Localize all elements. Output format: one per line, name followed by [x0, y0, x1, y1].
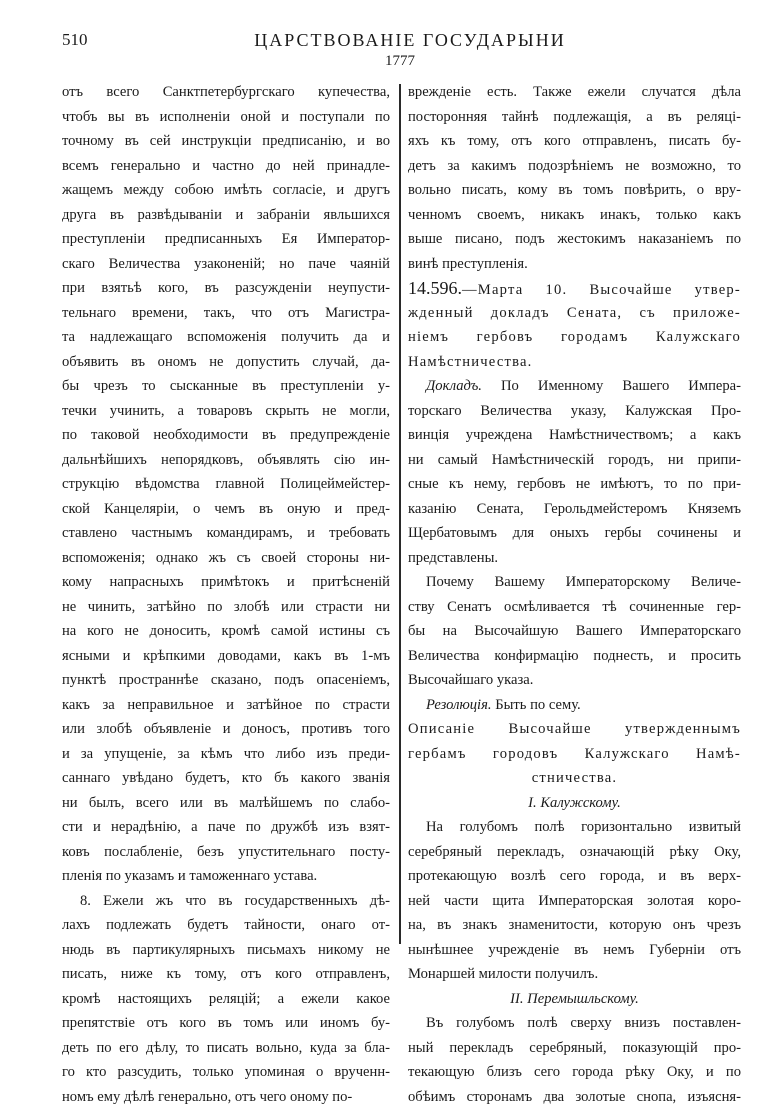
text-line: струкцію вѣдомства главной Полицеймейстер- — [62, 472, 390, 497]
year-heading: 1777 — [340, 53, 460, 70]
text-line: при взятьѣ кого, въ разсужденіи неупусти- — [62, 276, 390, 301]
text-line: друга въ развѣдываніи и забраніи явльшихся — [62, 203, 390, 228]
report-line: казанію Сената, Герольдмейстеромъ Княземъ — [408, 497, 741, 522]
report-label: Докладъ. — [426, 378, 482, 394]
page-number: 510 — [62, 30, 88, 50]
report-line: представлены. — [408, 546, 741, 571]
text-line: вспоможенія; однако жъ съ своей стороны ни- — [62, 546, 390, 571]
text-line: препятствіе отъ кого въ томъ или иномъ бу- — [62, 1011, 390, 1036]
text-line: не чинить, затѣйно по злобѣ или страсти ни — [62, 595, 390, 620]
text-line: или злобѣ объявленіе и доносъ, противъ того — [62, 717, 390, 742]
text-line: какъ за неправильное и затѣйное по страсти — [62, 693, 390, 718]
text-line: по таковой необходимости въ предупрежденіе — [62, 423, 390, 448]
text-line: лахъ подлежать будетъ тайности, онаго от- — [62, 913, 390, 938]
text-line: нюдь въ партикулярныхъ письмахъ никому не — [62, 938, 390, 963]
text-line: ченномъ своемъ, никакъ инакъ, только какъ — [408, 203, 741, 228]
text-line: пленія по указамъ и таможеннаго устава. — [62, 864, 390, 889]
text-line: отъ всего Санктпетербургскаго купечества, — [62, 80, 390, 105]
report-body-2 — [408, 570, 741, 693]
text-line: скаго Величества узаконеній; но паче чаяній — [62, 252, 390, 277]
text-line: 8. Ежели жъ что въ государственныхъ дѣ- — [62, 889, 390, 914]
report-line: Почему Вашему Императорскому Величе- — [408, 570, 741, 595]
report-line: ству Сенатъ осмѣливается тѣ сочиненные гер- — [408, 595, 741, 620]
entry-number: 14.596. — [408, 278, 462, 298]
text-line: чтобъ вы въ исполненіи оной и поступали по — [62, 105, 390, 130]
text-line: кому напрасныхъ примѣтокъ и притѣсненій — [62, 570, 390, 595]
text-line: ни былъ, всего или въ малѣйшемъ по слабо- — [62, 791, 390, 816]
report-line: бы на Высочайшую Вашего Императорскаго — [408, 619, 741, 644]
resolution-line — [408, 693, 741, 718]
text-line: деть по его дѣлу, то писать вольно, куда за бла- — [62, 1036, 390, 1061]
description-heading-line: стничества. — [408, 766, 741, 791]
text-line: саннаго увѣдано будетъ, кто бъ какого званія — [62, 766, 390, 791]
text-line: дальнѣйшихъ непорядковъ, объявлять сію ин- — [62, 448, 390, 473]
description-heading-line: гербамъ городовъ Калужскаго Намѣ- — [408, 742, 741, 767]
report-line: Щербатовымъ для оныхъ гербы сочинены и — [408, 521, 741, 546]
entry-heading-text: —Марта 10. Высочайше утвер- — [462, 282, 741, 298]
text-line: го кто разсудить, только упоминая о врученн- — [62, 1060, 390, 1085]
arms-line: ней части щита Императорская золотая коро- — [408, 889, 741, 914]
running-title: ЦАРСТВОВАНІЕ ГОСУДАРЫНИ — [200, 30, 620, 51]
report-line: Высочайшаго указа. — [408, 668, 741, 693]
entry-heading-line: ніемъ гербовъ городамъ Калужскаго — [408, 325, 741, 350]
resolution-label: Резолюція. — [426, 697, 492, 713]
text-line: сти и нерадѣнію, а паче по дружбѣ изъ взят- — [62, 815, 390, 840]
right-column — [408, 80, 741, 1109]
text-line: течки учинить, а товаровъ скрыть не могли, — [62, 399, 390, 424]
report-line: Величества конфирмацію поднесть, и просить — [408, 644, 741, 669]
continuation-text — [408, 80, 741, 276]
text-line: объявить въ ономъ не допустить случай, да- — [62, 350, 390, 375]
arms-title: I. Калужскому. — [408, 791, 741, 816]
text-line: и за упущеніе, за кѣмъ что либо изъ преди- — [62, 742, 390, 767]
text-line: винѣ преступленія. — [408, 252, 741, 277]
text-line: бы чрезъ то сысканные въ преступленіи у- — [62, 374, 390, 399]
report-line: ни самый Намѣстническій городъ, ни припи- — [408, 448, 741, 473]
arms-line: Въ голубомъ полѣ сверху внизъ поставлен- — [408, 1011, 741, 1036]
description-heading-line: Описаніе Высочайше утвержденнымъ — [408, 717, 741, 742]
arms-title: II. Перемышльскому. — [408, 987, 741, 1012]
text-line: ской Канцеляріи, о чемъ въ оную и пред- — [62, 497, 390, 522]
text-line: жащемъ между собою имѣть согласіе, и другъ — [62, 178, 390, 203]
arms-2-body — [408, 1011, 741, 1109]
text-line: точному въ сей инструкціи предписанію, и во — [62, 129, 390, 154]
left-column — [62, 80, 390, 1109]
text-line: врежденіе есть. Также ежели случатся дѣла — [408, 80, 741, 105]
arms-line: серебряный перекладъ, означающій рѣку Оку, — [408, 840, 741, 865]
report-line: винція учреждена Намѣстничествомъ; а какъ — [408, 423, 741, 448]
text-line: пунктѣ пространнѣе сказано, подъ опасеніемъ, — [62, 668, 390, 693]
text-line: ковъ послабленіе, безъ упустительнаго посту- — [62, 840, 390, 865]
text-line: всемъ генерально и частно до ней принадле- — [62, 154, 390, 179]
resolution-text: Быть по сему. — [495, 697, 580, 713]
entry-heading-line: жденный докладъ Сената, съ приложе- — [408, 301, 741, 326]
column-divider — [399, 84, 401, 944]
entry-heading-line — [408, 276, 741, 301]
arms-line: на, въ знакъ знаменитости, которую онъ чрезъ — [408, 913, 741, 938]
arms-1-body — [408, 815, 741, 987]
text-line: преступленіи предписанныхъ Ея Император- — [62, 227, 390, 252]
report-line: сные къ нему, гербовъ не имѣютъ, то по при- — [408, 472, 741, 497]
text-line: та надлежащаго вспоможенія получить да и — [62, 325, 390, 350]
arms-line: обѣимъ сторонамъ два золотые снопа, изъясня- — [408, 1085, 741, 1109]
text-line: яхъ къ тому, отъ кого отправленъ, писать бу- — [408, 129, 741, 154]
text-line: детъ за какимъ подозрѣніемъ не возможно, то — [408, 154, 741, 179]
text-line: ставлено частнымъ командирамъ, и требовать — [62, 521, 390, 546]
text-line: вольно писать, кому въ томъ повѣрить, о вру- — [408, 178, 741, 203]
arms-line: протекающую возлѣ сего города, и въ верх- — [408, 864, 741, 889]
text-line: номъ ему дѣлѣ генерально, отъ чего оному по- — [62, 1085, 390, 1109]
arms-line: нынѣшнее учрежденіе въ немъ Губерніи отъ — [408, 938, 741, 963]
report-line — [408, 374, 741, 399]
entry-heading-line: Намѣстничества. — [408, 350, 741, 375]
text-line: выше писано, подъ жестокимъ наказаніемъ по — [408, 227, 741, 252]
text-line: на кого не доносить, кромѣ самой истины съ — [62, 619, 390, 644]
report-line: торскаго Величества указу, Калужская Про- — [408, 399, 741, 424]
text-line: писать, ниже къ тому, отъ кого отправленъ, — [62, 962, 390, 987]
report-text: По Именному Вашего Импера- — [501, 378, 741, 394]
text-line: тельнаго времени, такъ, что отъ Магистра- — [62, 301, 390, 326]
text-line: ясными и крѣпкими доводами, какъ въ 1-мъ — [62, 644, 390, 669]
report-body — [408, 399, 741, 571]
arms-line: Монаршей милости получилъ. — [408, 962, 741, 987]
arms-line: текающую близъ сего города рѣку Оку, и по — [408, 1060, 741, 1085]
arms-line: На голубомъ полѣ горизонтально извитый — [408, 815, 741, 840]
text-line: посторонняя тайнѣ подлежащія, а въ реляці- — [408, 105, 741, 130]
arms-line: ный перекладъ серебряный, показующій про- — [408, 1036, 741, 1061]
text-line: кромѣ настоящихъ реляцій; а ежели какое — [62, 987, 390, 1012]
